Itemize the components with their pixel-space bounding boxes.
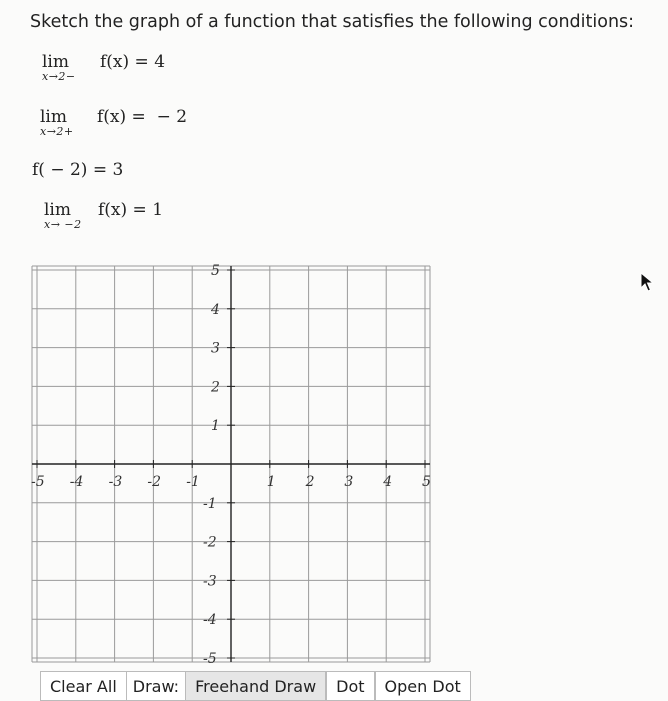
y-tick-label: 1 [211,418,220,435]
lim-subscript: x→2− [42,70,76,83]
x-tick-label: -2 [147,474,162,490]
condition-3-expression: f( − 2) = 3 [32,160,124,180]
x-tick-label: 2 [305,474,315,490]
x-tick-label: -4 [69,474,84,490]
draw-toolbar [40,671,471,701]
x-tick-label: 5 [422,474,431,490]
draw-label: Draw: [127,671,185,701]
condition-1-expression: f(x) = 4 [100,52,166,72]
y-tick-label: -4 [203,612,217,629]
condition-4-expression: f(x) = 1 [98,200,164,220]
x-tick-label: -1 [186,474,200,490]
y-tick-label: -3 [203,573,217,590]
dot-button[interactable]: Dot [326,671,374,701]
lim-subscript: x→ −2 [44,218,82,231]
x-tick-label: -5 [31,474,45,490]
lim-word: lim [42,52,69,72]
mouse-cursor-icon [640,272,656,294]
y-tick-label: -1 [203,495,217,512]
condition-2-expression: f(x) = − 2 [97,107,188,127]
x-tick-label: 3 [344,474,354,490]
axes [32,266,430,662]
lim-word: lim [40,107,67,127]
lim-subscript: x→2+ [40,125,74,138]
y-tick-label: 2 [211,379,220,396]
x-tick-label: 1 [266,474,276,490]
y-tick-label: 3 [211,340,220,357]
y-tick-label: -2 [203,534,217,551]
clear-all-button[interactable]: Clear All [40,671,127,701]
y-tick-label: 5 [211,263,220,279]
y-tick-label: 4 [211,301,220,318]
lim-word: lim [44,200,71,220]
y-tick-label: -5 [203,651,217,667]
x-tick-label: 4 [383,474,393,490]
freehand-draw-button[interactable]: Freehand Draw [185,671,326,701]
open-dot-button[interactable]: Open Dot [375,671,471,701]
problem-prompt: Sketch the graph of a function that satisfies the following conditions: [30,12,635,32]
x-tick-label: -3 [108,474,123,490]
